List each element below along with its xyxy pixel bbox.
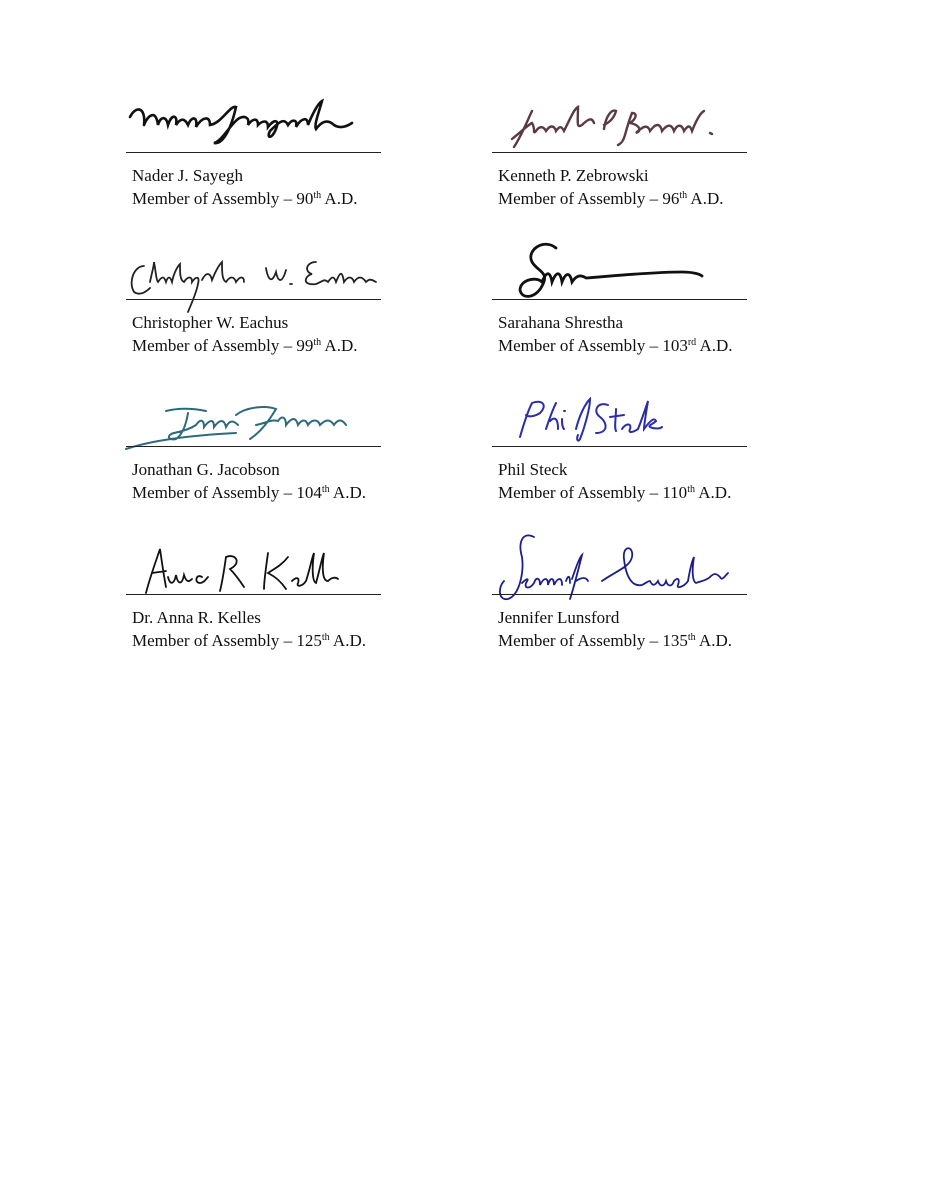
handwritten-signature <box>492 95 754 153</box>
signatory-name: Phil Steck <box>498 460 568 479</box>
signature-line <box>492 152 747 153</box>
signatory-title: Member of Assembly – 96th A.D. <box>498 188 724 208</box>
handwritten-signature <box>126 537 388 595</box>
signature-line <box>126 594 381 595</box>
signatory-title: Member of Assembly – 104th A.D. <box>132 482 366 502</box>
signature-image <box>126 389 388 447</box>
handwritten-signature <box>492 242 754 300</box>
signature-line <box>492 594 747 595</box>
handwritten-signature <box>126 242 388 300</box>
signatory-name: Dr. Anna R. Kelles <box>132 608 261 627</box>
signatory-title: Member of Assembly – 90th A.D. <box>132 188 358 208</box>
signatory-title: Member of Assembly – 135th A.D. <box>498 630 732 650</box>
signatory-name: Jennifer Lunsford <box>498 608 620 627</box>
signature-line <box>126 152 381 153</box>
signature-image <box>492 389 754 447</box>
signatory-title: Member of Assembly – 103rd A.D. <box>498 335 733 355</box>
signatory-name: Jonathan G. Jacobson <box>132 460 280 479</box>
signature-line <box>126 446 381 447</box>
signature-image <box>492 242 754 300</box>
handwritten-signature <box>126 389 388 447</box>
signature-line <box>126 299 381 300</box>
signature-image <box>126 242 388 300</box>
signatory-name: Nader J. Sayegh <box>132 166 243 185</box>
signatory-name: Sarahana Shrestha <box>498 313 624 332</box>
signature-line <box>492 299 747 300</box>
signatory-title: Member of Assembly – 110th A.D. <box>498 482 732 502</box>
signature-image <box>492 95 754 153</box>
signatory-title: Member of Assembly – 125th A.D. <box>132 630 366 650</box>
handwritten-signature <box>492 537 754 595</box>
signatory-name: Christopher W. Eachus <box>132 313 289 332</box>
signature-image <box>126 95 388 153</box>
signature-image <box>126 537 388 595</box>
signature-image <box>492 537 754 595</box>
signatory-title: Member of Assembly – 99th A.D. <box>132 335 358 355</box>
signature-line <box>492 446 747 447</box>
handwritten-signature <box>126 95 388 153</box>
signatory-name: Kenneth P. Zebrowski <box>498 166 649 185</box>
handwritten-signature <box>492 389 754 447</box>
